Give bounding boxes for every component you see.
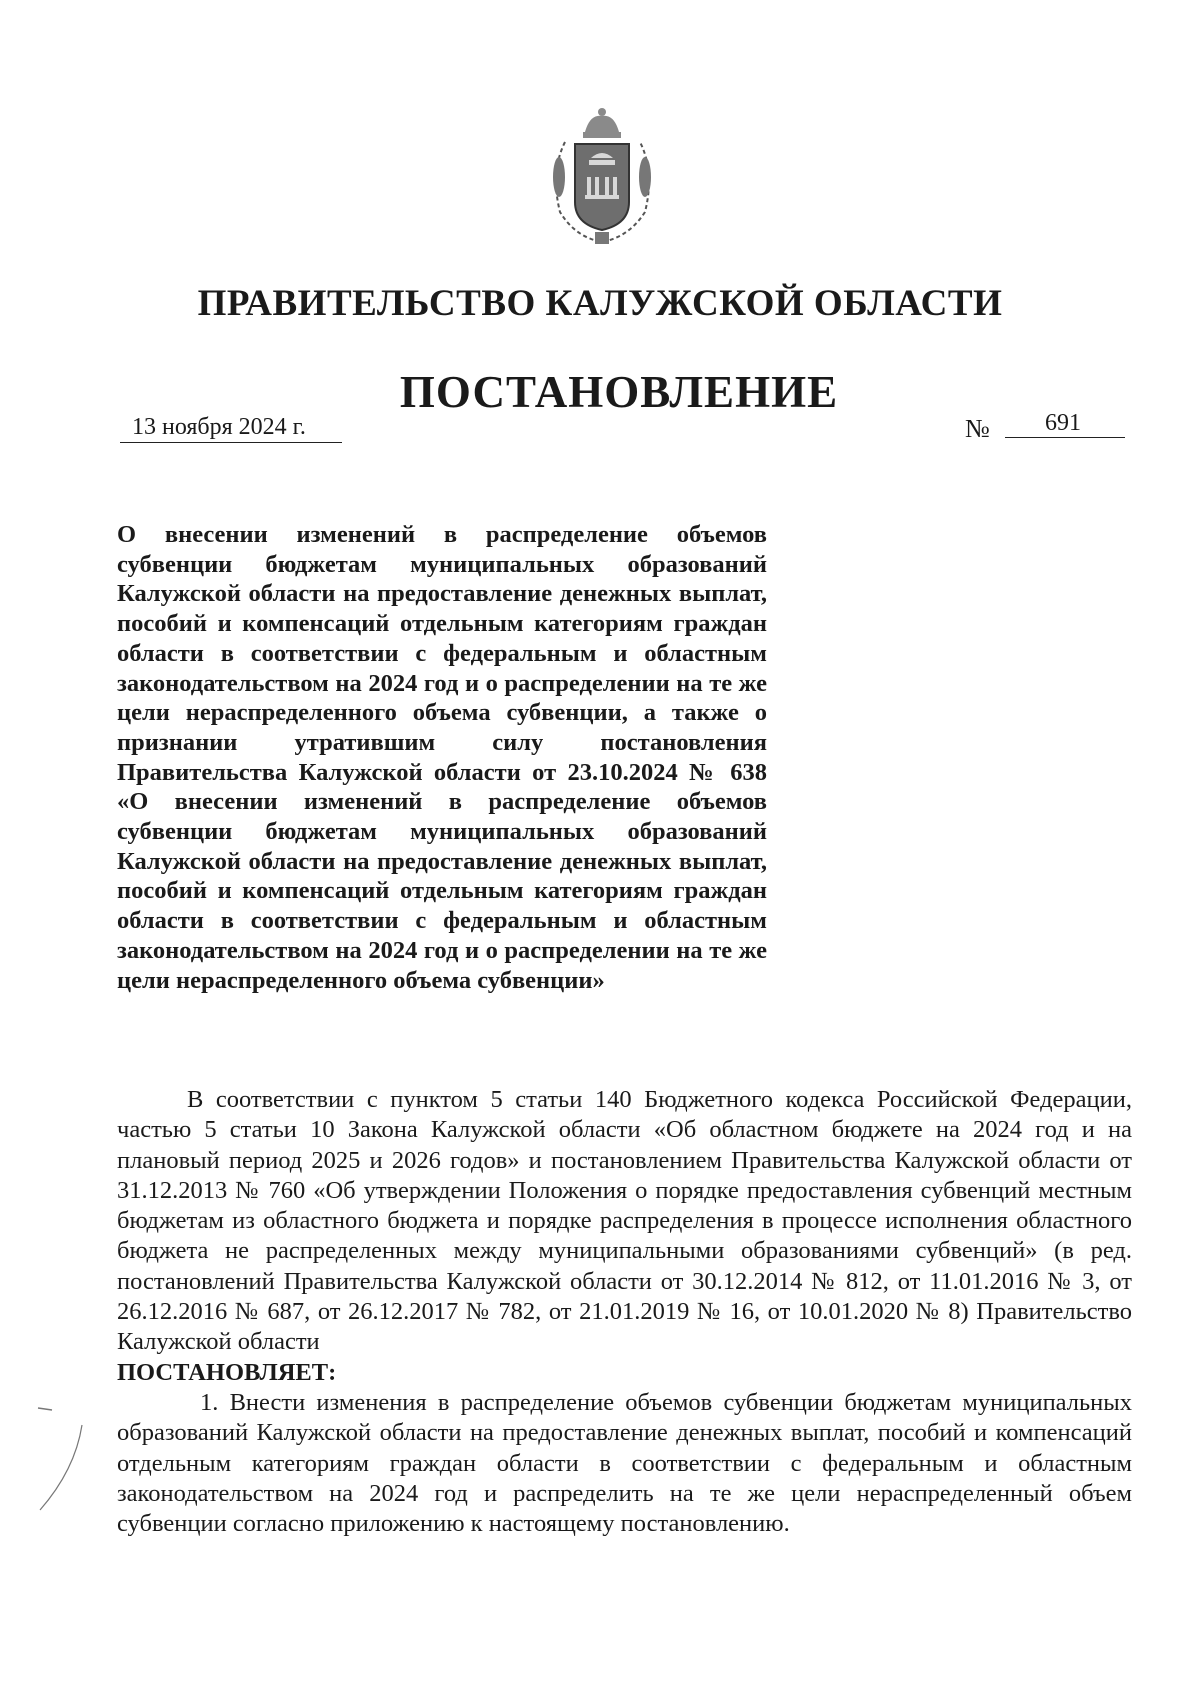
document-body (117, 1085, 1132, 1539)
document-type-title: ПОСТАНОВЛЕНИЕ (399, 367, 839, 417)
document-number: 691 (1005, 410, 1125, 438)
government-title: ПРАВИТЕЛЬСТВО КАЛУЖСКОЙ ОБЛАСТИ (197, 283, 1003, 324)
item-1-paragraph: 1. Внести изменения в распределение объемов субвенции бюджетам муниципальных образований Калужской области на предоставление денежных выплат, пособий и компенсаций отдельным категориям граждан области в соответствии с федеральным и областным законодательством на 2024 год и распределить на те же цели нераспределенный объем субвенции согласно приложению к настоящему постановлению. (117, 1388, 1132, 1538)
decree-word: ПОСТАНОВЛЯЕТ: (117, 1358, 337, 1386)
preamble-paragraph: В соответствии с пунктом 5 статьи 140 Бюджетного кодекса Российской Федерации, частью 5 статьи 10 Закона Калужской области «Об областном бюджете на 2024 год и на плановый период 2025 и 2026 годов» и постановлением Правительства Калужской области от 31.12.2013 № 760 «Об утверждении Положения о порядке предоставления субвенций местным бюджетам из областного бюджета и порядке распределения в процессе исполнения областного бюджета не распределенных между муниципальными образованиями субвенций» (в ред. постановлений Правительства Калужской области от 30.12.2014 № 812, от 11.01.2016 № 3, от 26.12.2016 № 687, от 26.12.2017 № 782, от 21.01.2019 № 16, от 10.01.2020 № 8) Правительство Калужской области (117, 1086, 1132, 1356)
document-date: 13 ноября 2024 г. (120, 414, 342, 443)
coat-of-arms-emblem (545, 102, 660, 247)
number-sign: № (965, 414, 990, 443)
margin-pen-marks (30, 1400, 100, 1560)
document-subject: О внесении изменений в распределение объемов субвенции бюджетам муниципальных образований Калужской области на предоставление денежных выплат, пособий и компенсаций отдельным категориям граждан области в соответствии с федеральным и областным законодательством на 2024 год и о распределении на те же цели нераспределенного объема субвенции, а также о признании утратившим силу постановления Правительства Калужской области от 23.10.2024 № 638 «О внесении изменений в распределение объемов субвенции бюджетам муниципальных образований Калужской области на предоставление денежных выплат, пособий и компенсаций отдельным категориям граждан области в соответствии с федеральным и областным законодательством на 2024 год и о распределении на те же цели нераспределенного объема субвенции» (117, 521, 767, 994)
